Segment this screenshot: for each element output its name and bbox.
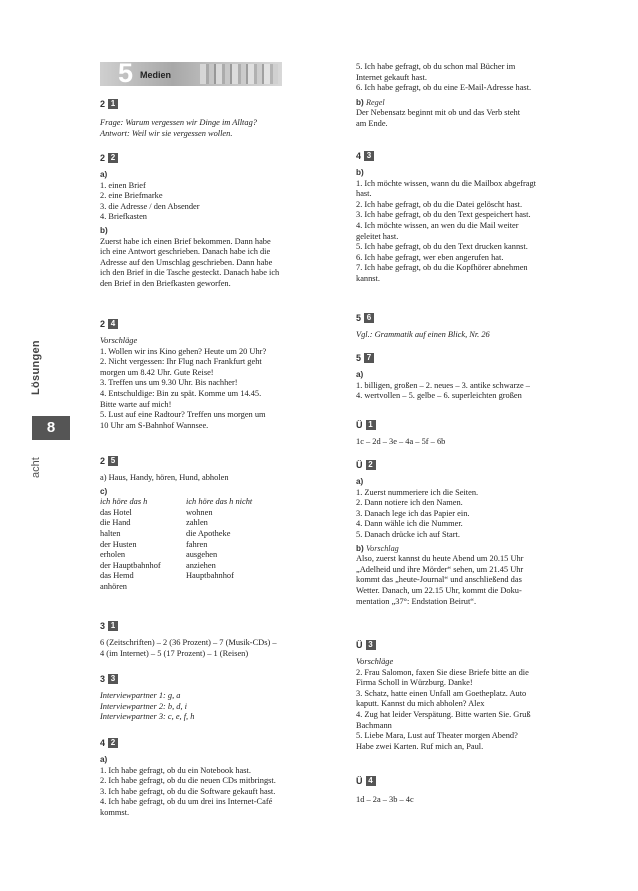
exercise-box: 1 [108,621,118,631]
table-cell: der Husten [100,539,137,549]
text-line: Bachmann [356,720,392,730]
text-line: 1. billigen, großen – 2. neues – 3. antike schwarze – [356,380,530,390]
text-line: Habe zwei Karten. Ruf mich an, Paul. [356,741,484,751]
exercise-box: 3 [108,674,118,684]
sub-label: a) [100,755,108,764]
lines-ue-3 [356,668,588,753]
answer-line: 1d – 2a – 3b – 4c [356,795,414,804]
table-cell: das Hemd [100,571,134,581]
list-2-4 [100,347,332,432]
exercise-box: 6 [364,313,374,323]
text-line: 1. Zuerst nummeriere ich die Seiten. [356,487,479,497]
reference-line: Vgl.: Grammatik auf einen Blick, Nr. 26 [356,330,490,339]
text-line: kommst. [100,807,130,817]
exercise-box: 2 [108,153,118,163]
text-line: Bitte warte auf mich! [100,399,172,409]
text-line: 1. Ich habe gefragt, ob du ein Notebook hast. [100,765,251,775]
exercise-ue-1 [356,419,588,448]
table-cell: anhören [100,581,127,591]
exercise-heading: 4 2 [100,737,332,749]
side-label-acht: acht [30,457,42,478]
table-cell: die Hand [100,518,131,528]
paragraph-2-2-b [100,237,332,290]
text-line: 2. eine Briefmarke [100,191,163,201]
exercise-box: 3 [366,640,376,650]
text-line: Interviewpartner 2: b, d, i [100,701,187,711]
sub-label: Vorschläge [100,336,138,345]
text-line: kommt das „heute-Journal“ und anschließend das [356,575,522,585]
exercise-2-4 [100,318,332,431]
exercise-heading: Ü 4 [356,775,588,787]
sub-label: b) [100,225,108,235]
text-line: 1. Ich möchte wissen, wann du die Mailbox abgefragt [356,178,537,188]
exercise-heading: 3 1 [100,620,332,632]
sub-label: c) [100,486,108,496]
text-line: Zuerst habe ich einen Brief bekommen. Dann habe [100,236,271,246]
lines-3-1 [100,638,332,659]
sub-label: b) Vorschlag [356,543,399,553]
table-cell: fahren [186,539,208,549]
exercise-box: 1 [366,420,376,430]
exercise-4-2 [100,737,332,819]
section-banner [100,62,282,86]
banner-title: Medien [140,70,172,80]
answer-line: a) Haus, Handy, hören, Hund, abholen [100,473,229,482]
exercise-ue-2 [356,459,588,607]
answer-line: 1c – 2d – 3e – 4a – 5f – 6b [356,437,446,446]
sub-label: b) Regel [356,97,385,107]
exercise-heading: 2 2 [100,152,332,164]
text-line: 6. Ich habe gefragt, wer eben angerufen hat. [356,252,504,262]
table-header: ich höre das h [100,497,148,507]
text-line: 3. Treffen uns um 9.30 Uhr. Bis nachher! [100,378,238,388]
text-line: kaputt. Kannst du mich abholen? Alex [356,699,485,709]
exercise-2-5 [100,455,332,593]
text-line: kannst. [356,273,380,283]
table-cell: wohnen [186,507,213,517]
text-line: Adresse auf den Umschlag geschrieben. Dann habe [100,257,273,267]
exercise-box: 4 [366,776,376,786]
sub-label: Vorschläge [356,657,394,666]
text-line: 3. die Adresse / den Absender [100,201,200,211]
text-line: 3. Schatz, hatte einen Unfall am Goetheplatz. Auto [356,688,527,698]
text-line: 2. Ich habe gefragt, ob du die neuen CDs mitbringst. [100,776,276,786]
exercise-ue-3 [356,639,588,752]
text-line: 4 (im Internet) – 5 (17 Prozent) – 1 (Reisen) [100,648,249,658]
sub-label: a) [100,170,108,179]
list-2-2-a [100,181,332,223]
exercise-box: 2 [108,738,118,748]
exercise-heading: 2 4 [100,318,332,330]
text-line: Internet gekauft hast. [356,72,427,82]
text-line: 6. Ich habe gefragt, ob du eine E-Mail-Adresse hast. [356,83,532,93]
text-line: 4. Zug hat leider Verspätung. Bitte warten Sie. Gruß [356,709,531,719]
text-line: 4. Ich habe gefragt, ob du um drei ins Internet-Café [100,797,273,807]
table-cell: zahlen [186,518,208,528]
exercise-5-6 [356,312,588,341]
table-cell: erholen [100,550,126,560]
lines-5-7 [356,381,588,402]
question-line: Frage: Warum vergessen wir Dinge im Alltag? [100,118,257,127]
exercise-heading: 4 3 [356,150,588,162]
text-line: Interviewpartner 3: c, e, f, h [100,712,195,722]
text-line: 5. Danach drücke ich auf Start. [356,529,460,539]
text-line: mentation „37°: Endstation Beirut“. [356,596,477,606]
text-line: 2. Frau Salomon, faxen Sie diese Briefe bitte an die [356,667,529,677]
exercise-heading: 2 5 [100,455,332,467]
table-cell: der Hauptbahnhof [100,560,161,570]
exercise-4-2-cont [356,62,588,130]
lines-ue-2-a [356,488,588,541]
exercise-2-2 [100,152,332,290]
lines-ue-2-b [356,554,588,607]
text-line: morgen um 8.42 Uhr. Gute Reise! [100,367,214,377]
text-line: den Brief in den Briefkasten geworfen. [100,278,231,288]
table-cell [186,582,306,593]
table-cell: das Hotel [100,507,132,517]
lines-4-3 [356,179,588,285]
exercise-heading: Ü 1 [356,419,588,431]
exercise-heading: 3 3 [100,673,332,685]
exercise-heading: 5 6 [356,312,588,324]
text-line: 5. Liebe Mara, Lust auf Theater morgen Abend? [356,731,518,741]
text-line: Der Nebensatz beginnt mit ob und das Verb steht [356,108,521,118]
chapter-number: 8 [32,416,70,440]
text-line: 5. Ich habe gefragt, ob du den Text drucken kannst. [356,242,528,252]
lines-3-3 [100,691,332,723]
exercise-2-1 [100,98,332,139]
exercise-heading: Ü 3 [356,639,588,651]
text-line: 4. Dann wähle ich die Nummer. [356,519,463,529]
text-line: 4. wertvollen – 5. gelbe – 6. superleichten großen [356,391,522,401]
table-cell: Hauptbahnhof [186,571,234,581]
table-cell: halten [100,528,121,538]
exercise-box: 5 [108,456,118,466]
text-line: 1. Wollen wir ins Kino gehen? Heute um 20 Uhr? [100,346,267,356]
text-line: am Ende. [356,118,388,128]
exercise-box: 7 [364,353,374,363]
text-line: ich eine Antwort geschrieben. Danach habe ich die [100,247,271,257]
exercise-box: 3 [364,151,374,161]
h-table [100,497,332,592]
sub-label: b) [356,168,364,177]
answer-line: Antwort: Weil wir sie vergessen wollen. [100,128,233,138]
table-cell: ausgehen [186,550,218,560]
banner-number: 5 [118,62,134,86]
text-line: 7. Ich habe gefragt, ob du die Kopfhörer abnehmen [356,263,528,273]
exercise-4-3 [356,150,588,285]
text-line: 5. Lust auf eine Radtour? Treffen uns morgen um [100,410,266,420]
table-cell: anziehen [186,560,216,570]
text-line: Wetter. Danach, um 22.15 Uhr, kommt die Doku- [356,585,522,595]
text-line: hast. [356,189,372,199]
text-line: ich den Brief in die Tasche gesteckt. Danach habe ich [100,268,280,278]
exercise-box: 4 [108,319,118,329]
text-line: 2. Ich habe gefragt, ob du die Datei gelöscht hast. [356,199,523,209]
rule-text [356,108,588,129]
lines-4-2 [100,766,332,819]
text-line: 2. Dann notiere ich den Namen. [356,498,463,508]
text-line: 4. Briefkasten [100,212,147,222]
text-line: 2. Nicht vergessen: Ihr Flug nach Frankfurt geht [100,357,262,367]
text-line: geleitet hast. [356,231,399,241]
text-line: „Adelheid und ihre Mörder“ sehen, um 21.45 Uhr [356,564,524,574]
side-label-loesungen: Lösungen [30,340,42,395]
exercise-ue-4 [356,775,588,806]
exercise-heading: 2 1 [100,98,332,110]
table-header: ich höre das h nicht [186,497,253,507]
exercise-3-3 [100,673,332,723]
text-line: Also, zuerst kannst du heute Abend um 20.15 Uhr [356,554,524,564]
text-line: 3. Ich habe gefragt, ob du die Software gekauft hast. [100,786,276,796]
text-line: 1. einen Brief [100,180,146,190]
text-line: 6 (Zeitschriften) – 2 (36 Prozent) – 7 (Musik-CDs) – [100,638,277,647]
exercise-heading: Ü 2 [356,459,588,471]
text-line: Interviewpartner 1: g, a [100,691,181,700]
lines-4-2-cont [356,62,588,94]
text-line: 3. Ich habe gefragt, ob du den Text gespeichert hast. [356,210,531,220]
exercise-3-1 [100,620,332,659]
exercise-heading: 5 7 [356,352,588,364]
exercise-5-7 [356,352,588,402]
banner-decoration [200,64,278,84]
text-line: 10 Uhr am S-Bahnhof Wannsee. [100,420,209,430]
sub-label: a) [356,370,364,379]
table-cell: die Apotheke [186,528,231,538]
text-line: Firma Scholl in Würzburg. Danke! [356,678,473,688]
exercise-box: 1 [108,99,118,109]
text-line: 5. Ich habe gefragt, ob du schon mal Bücher im [356,62,516,71]
text-line: 4. Ich möchte wissen, an wen du die Mail weiter [356,220,519,230]
sub-label: a) [356,477,364,486]
exercise-box: 2 [366,460,376,470]
text-line: 4. Entschuldige: Bin zu spät. Komme um 14.45. [100,388,262,398]
text-line: 3. Danach lege ich das Papier ein. [356,508,470,518]
